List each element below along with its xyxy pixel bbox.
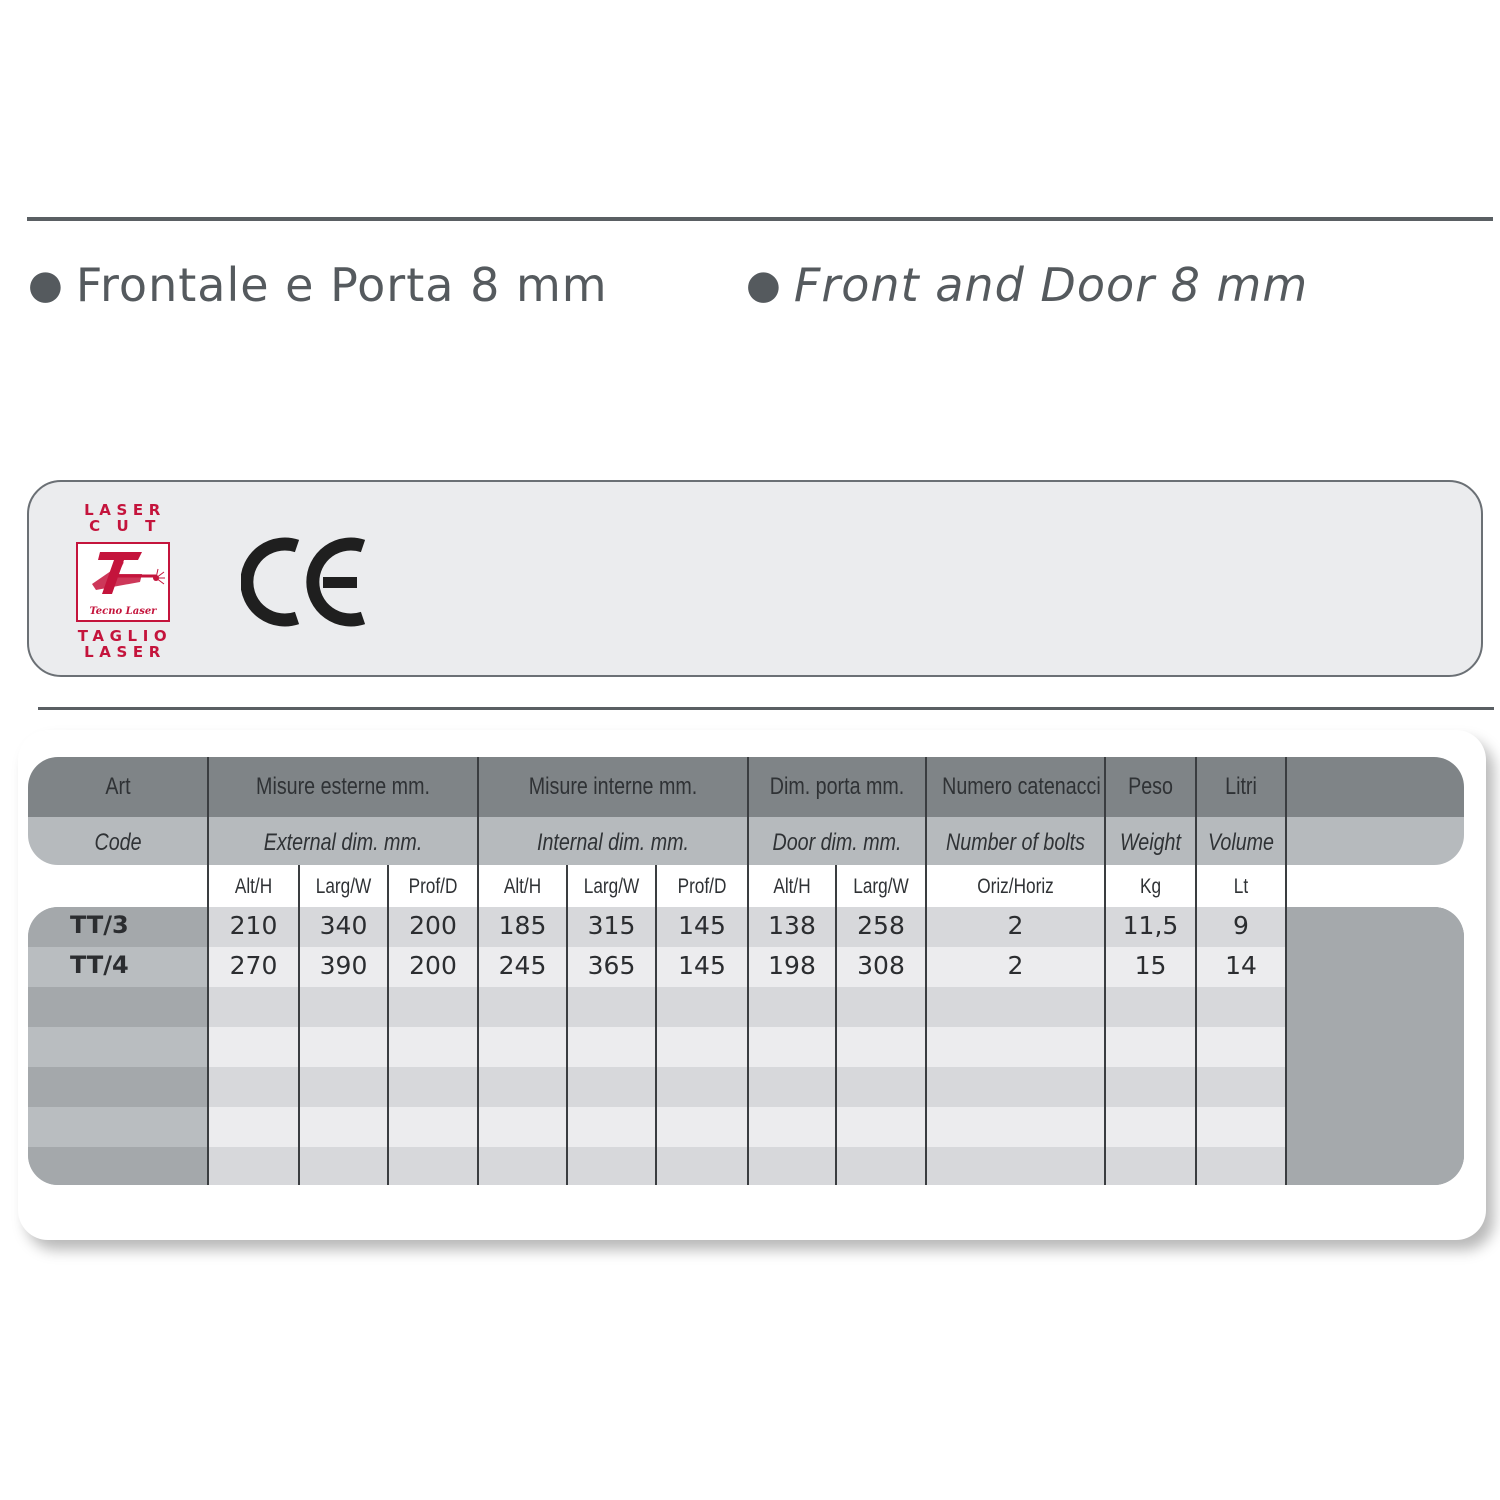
feature-text-italian: Frontale e Porta 8 mm	[75, 258, 608, 312]
group-header-it: Art	[105, 773, 131, 800]
feature-bullet-english	[746, 258, 1308, 312]
sub-header: Oriz/Horiz	[977, 875, 1054, 898]
table-cell: 390	[319, 951, 368, 980]
ce-mark-icon	[241, 532, 371, 632]
group-header-en: Volume	[1207, 829, 1274, 856]
table-cell: 145	[678, 951, 726, 980]
logo-word-cut: C U T	[89, 517, 161, 535]
table-cell: 9	[1233, 911, 1249, 940]
table-cell: 2	[1007, 911, 1024, 940]
group-header-it: Numero catenacci	[942, 773, 1101, 800]
group-header-en: Weight	[1120, 829, 1181, 856]
table-cell: 138	[768, 911, 816, 940]
row-code: TT/3	[70, 911, 129, 939]
table-cell: 308	[857, 951, 905, 980]
group-header-en: Code	[94, 829, 142, 856]
table-cell: 200	[409, 911, 457, 940]
top-divider	[27, 217, 1493, 221]
table-body	[28, 907, 1464, 1185]
row-code: TT/4	[70, 951, 129, 979]
table-cell: 15	[1134, 951, 1167, 980]
sub-header: Alt/H	[773, 875, 811, 898]
group-header-it: Peso	[1128, 773, 1173, 800]
group-header-en: Number of bolts	[946, 829, 1085, 856]
logo-word-taglio: TAGLIO	[77, 627, 173, 645]
spec-table	[28, 757, 1464, 1185]
certification-panel	[27, 480, 1483, 677]
table-cell: 245	[498, 951, 547, 980]
table-cell: 11,5	[1122, 911, 1179, 940]
sub-header: Kg	[1139, 875, 1162, 898]
sub-header: Larg/W	[583, 875, 640, 898]
sub-header: Prof/D	[408, 875, 458, 898]
group-header-it: Dim. porta mm.	[769, 773, 905, 800]
group-header-it: Litri	[1225, 773, 1257, 800]
middle-divider	[38, 707, 1494, 710]
tecno-laser-t-icon	[78, 544, 168, 604]
sub-header: Alt/H	[503, 875, 542, 898]
table-cell: 340	[319, 911, 368, 940]
feature-text-english: Front and Door 8 mm	[793, 258, 1309, 312]
laser-cut-logo	[73, 502, 173, 660]
sub-header: Prof/D	[677, 875, 727, 898]
sub-header: Lt	[1233, 875, 1249, 898]
group-header-en: Internal dim. mm.	[536, 829, 690, 856]
table-cell: 198	[768, 951, 816, 980]
logo-word-laser-bottom: LASER	[84, 643, 166, 661]
sub-header: Larg/W	[853, 875, 909, 898]
table-cell: 270	[229, 951, 278, 980]
table-cell: 200	[409, 951, 457, 980]
logo-word-laser: LASER	[84, 501, 166, 519]
feature-bullet-italian	[28, 258, 608, 312]
group-header-it: Misure esterne mm.	[256, 773, 430, 800]
sub-header: Alt/H	[234, 875, 273, 898]
logo-brand-name: Tecno Laser	[89, 606, 157, 617]
table-cell: 210	[229, 911, 278, 940]
tecno-laser-emblem	[76, 542, 170, 622]
table-cell: 185	[498, 911, 547, 940]
table-cell: 2	[1007, 951, 1024, 980]
table-cell: 315	[587, 911, 636, 940]
bullet-dot-icon: ●	[28, 262, 64, 308]
table-cell: 14	[1225, 951, 1257, 980]
table-cell: 365	[587, 951, 636, 980]
group-header-en: External dim. mm.	[263, 829, 423, 856]
table-cell: 258	[857, 911, 905, 940]
bullet-dot-icon: ●	[746, 262, 782, 308]
sub-header: Larg/W	[315, 875, 372, 898]
group-header-en: Door dim. mm.	[772, 829, 902, 856]
table-cell: 145	[678, 911, 726, 940]
group-header-it: Misure interne mm.	[528, 773, 698, 800]
